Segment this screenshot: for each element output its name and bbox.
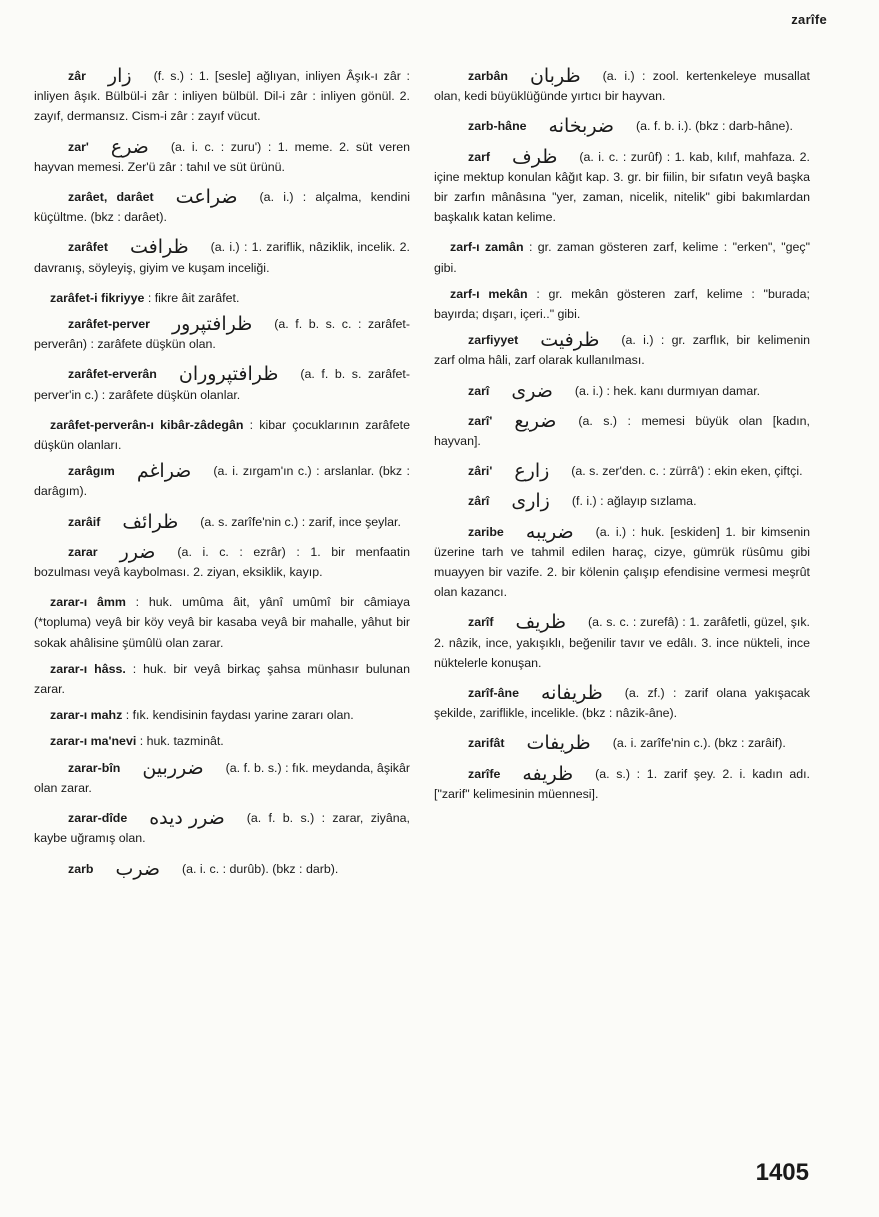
entry-definition: : gr. mekân gösteren zarf, kelime : "burada; bayırda; dışarı, içeri.." gibi. (434, 286, 810, 322)
entry-headword: zarb-hâne (468, 119, 527, 134)
entry-definition: (a. i. c. : durûb). (bkz : darb). (182, 861, 339, 876)
entry-arabic-script: ضربخانه (548, 115, 614, 138)
running-head: zarîfe (791, 12, 827, 27)
entry-definition: (a. i. c. : zuru') : 1. meme. 2. süt veren hayvan memesi. Zer'ü zâr : tahıl ve süt ürünü. (34, 139, 410, 174)
entry-headword: zarb (68, 861, 94, 876)
entry-headword: zarifât (468, 736, 505, 751)
entry-definition: (a. i. zırgam'ın c.) : arslanlar. (bkz : darâgım). (34, 464, 410, 499)
dictionary-entry (434, 733, 810, 753)
entry-arabic-script: ضرربين (142, 756, 204, 779)
entry-definition: : huk. tazminât. (139, 734, 224, 749)
dictionary-entry (34, 461, 410, 501)
entry-headword: zarîfe (468, 766, 501, 781)
entry-headword: zarâfet-erverân (68, 367, 157, 382)
dictionary-entry (34, 808, 410, 848)
entry-headword: zarar-bîn (68, 760, 121, 775)
entry-arabic-script: زار (107, 65, 132, 87)
entry-headword: zarar-ı âmm (50, 595, 126, 610)
entry-definition: (a. f. b. s. c. : zarâfet-perverân) : zarâfete düşkün olan. (34, 317, 410, 352)
entry-definition: (a. f. b. s.) : fık. meydanda, âşikâr olan zarar. (34, 760, 410, 795)
dictionary-entry (434, 491, 810, 511)
entry-headword: zarf (468, 149, 491, 164)
entry-definition: : fık. kendisinin faydası yarine zararı olan. (125, 708, 354, 723)
entry-arabic-script: ضرر دیده (149, 807, 225, 830)
entry-definition: : gr. zaman gösteren zarf, kelime : "erken", "geç" gibi. (434, 240, 810, 275)
entry-definition: (a. i. zarîfe'nin c.). (bkz : zarâif). (612, 736, 786, 751)
entry-headword: zarî' (468, 413, 493, 428)
entry-arabic-script: زارع (514, 460, 550, 483)
entry-headword: zarfiyyet (468, 333, 519, 348)
entry-definition: (a. s.) : 1. zarif şey. 2. i. kadın adı. ["zarif" kelimesinin müennesi]. (434, 766, 810, 801)
entry-headword: zarâfet (68, 240, 108, 255)
entry-arabic-script: ضرع (110, 135, 149, 158)
entry-definition: (a. i. c. : ezrâr) : 1. bir menfaatin bozulması veyâ kaybolması. 2. ziyan, eksiklik, kayıp. (34, 544, 410, 580)
entry-arabic-script: ضرب (115, 857, 160, 880)
entry-definition: (f. s.) : 1. [sesle] ağlıyan, inliyen Âşık-ı zâr : inliyen âşık. Bülbül-i zâr : inliyen bülbül. Dil-i zâr : inliyen gönül. 2. zayıf, dermansız. Cism-i zâr : zayıf vücut. (34, 69, 410, 124)
dictionary-entry (434, 381, 810, 401)
entry-arabic-script: ظريفات (526, 732, 591, 755)
dictionary-entry (434, 683, 810, 723)
dictionary-subentry (34, 705, 410, 725)
dictionary-entry (34, 187, 410, 227)
entry-definition: : huk. bir veyâ birkaç şahsa münhasır bulunan zarar. (34, 661, 410, 697)
entry-arabic-script: ظربان (529, 65, 581, 87)
entry-definition: (a. i. c. : zurûf) : 1. kab, kılıf, mahfaza. 2. içine mektup konulan kâğıt kap. 3. gr. bir fiilin, bir sıfatın veyâ başka bir zarfın mânâsına "yer, zaman, nicelik, nitelik" gibi bakımlardan başkalık katan kelime. (434, 149, 810, 225)
entry-arabic-script: ضرى (511, 379, 553, 402)
dictionary-subentry (34, 288, 410, 308)
dictionary-entry (34, 758, 410, 798)
dictionary-entry (34, 137, 410, 177)
entry-headword: zar' (68, 139, 89, 154)
dictionary-entry (34, 512, 410, 532)
entry-headword: zarf-ı zamân (450, 240, 524, 255)
entry-headword: zarîf-âne (468, 686, 519, 701)
dictionary-entry (34, 859, 410, 879)
entry-definition: (a. i.) : gr. zarflık, bir kelimenin zarf olma hâli, zarf olarak kullanılması. (434, 333, 810, 368)
entry-arabic-script: ظرافت (129, 236, 189, 259)
entry-arabic-script: ظرافتپرور (171, 313, 253, 336)
entry-headword: zâr (68, 69, 86, 83)
entry-headword: zarîf (468, 615, 494, 630)
entry-arabic-script: زارى (511, 490, 550, 513)
entry-definition: (a. i.) : zool. kertenkeleye musallat olan, kedi büyüklüğünde yırtıcı bir hayvan. (434, 69, 810, 104)
dictionary-subentry (34, 592, 410, 653)
entry-arabic-script: ظريف (515, 611, 567, 634)
entry-headword: zârî (468, 494, 490, 509)
entry-arabic-script: ضراعت (175, 186, 238, 209)
entry-arabic-script: ضرر (119, 540, 156, 563)
entry-definition: (a. i.) : huk. [eskiden] 1. bir kimsenin üzerine tarh ve tahmil edilen haraç, cizye, gümrük rüsûmu gibi muayyen bir vazife. 2. bir kölenin çalışıp efendisine vermesi meşrût olan kazancı. (434, 524, 810, 600)
entry-definition: (a. s. zer'den. c. : zürrâ') : ekin eken, çiftçi. (571, 464, 803, 479)
entry-definition: (a. s.) : memesi büyük olan [kadın, hayvan]. (434, 413, 810, 449)
entry-headword: zarî (468, 383, 490, 398)
entry-definition: (a. i.) : hek. kanı durmıyan damar. (574, 383, 761, 398)
dictionary-subentry (34, 731, 410, 751)
entry-arabic-script: ضريبه (525, 520, 574, 543)
entry-definition: (a. zf.) : zarif olana yakışacak şekilde, zariflikle, incelikle. (bkz : nâzik-âne). (434, 686, 810, 721)
dictionary-entry (34, 364, 410, 404)
entry-headword: zarar-ı mahz (50, 708, 123, 723)
entry-definition: (a. s. zarîfe'nin c.) : zarif, ince şeylar. (200, 514, 401, 529)
entry-headword: zarar-ı ma'nevi (50, 734, 137, 749)
entry-headword: zarar-dîde (68, 811, 128, 826)
dictionary-entry (434, 66, 810, 106)
entry-arabic-script: ظرافتپروران (178, 363, 279, 386)
entry-definition: (a. f. b. i.). (bkz : darb-hâne). (635, 119, 793, 134)
entry-arabic-script: ظرف (512, 145, 558, 168)
dictionary-entry (434, 411, 810, 451)
page-number: 1405 (755, 1159, 809, 1186)
dictionary-entry (434, 147, 810, 228)
dictionary-entry (434, 612, 810, 673)
entry-headword: zarar (68, 544, 98, 559)
entry-definition: (a. f. b. s. zarâfet-perver'in c.) : zarâfete düşkün olanlar. (34, 367, 410, 402)
entry-arabic-script: ظرفيت (540, 329, 600, 352)
entry-headword: zarâfet-perverân-ı kibâr-zâdegân (50, 417, 244, 432)
entry-definition: (a. i.) : 1. zariflik, nâziklik, incelik. 2. davranış, söyleyiş, giyim ve kuşam inceliği. (34, 240, 410, 275)
right-column (434, 66, 810, 814)
dictionary-entry (434, 522, 810, 603)
entry-headword: zarâet, darâet (68, 190, 154, 205)
dictionary-entry (34, 66, 410, 127)
dictionary-subentry (434, 284, 810, 324)
dictionary-subentry (34, 659, 410, 699)
dictionary-entry (434, 116, 810, 136)
entry-definition: (a. s. c. : zurefâ) : 1. zarâfetli, güzel, şık. 2. nâzik, ince, yakışıklı, beğenilir tavır ve edâlı. 3. ince nükteli, ince nüktelerle konuşan. (434, 615, 810, 670)
dictionary-entry (434, 330, 810, 370)
entry-definition: (f. i.) : ağlayıp sızlama. (571, 494, 697, 509)
dictionary-entry (434, 461, 810, 481)
entry-definition: (a. f. b. s.) : zarar, ziyâna, kaybe uğramış olan. (34, 811, 410, 846)
entry-arabic-script: ظرائف (122, 510, 179, 533)
entry-definition: : kibar çocuklarının zarâfete düşkün olanları. (34, 417, 410, 453)
entry-headword: zarar-ı hâss. (50, 661, 126, 676)
entry-headword: zarf-ı mekân (450, 286, 528, 301)
dictionary-entry (434, 764, 810, 804)
entry-headword: zarâgım (68, 464, 115, 479)
dictionary-entry (34, 237, 410, 277)
entry-headword: zaribe (468, 524, 504, 539)
dictionary-entry (34, 542, 410, 582)
entry-arabic-script: ضريع (514, 409, 557, 432)
entry-definition: (a. i.) : alçalma, kendini küçültme. (bkz : darâet). (34, 190, 410, 225)
entry-headword: zarbân (468, 69, 508, 83)
entry-headword: zâri' (468, 464, 493, 479)
entry-definition: : huk. umûma âit, yânî umûmî bir câmiaya (*topluma) veyâ bir köy veyâ bir kasaba veyâ bir mahalle, yâhut bir sokak ahâlisine şümûlü olan zarar. (34, 595, 410, 650)
entry-definition: : fikre âit zarâfet. (147, 290, 240, 305)
entry-arabic-script: ظريفه (522, 762, 574, 785)
dictionary-subentry (34, 415, 410, 455)
dictionary-subentry (434, 237, 810, 277)
entry-arabic-script: ضراغم (136, 460, 192, 483)
dictionary-entry (34, 314, 410, 354)
entry-headword: zarâfet-i fikriyye (50, 290, 145, 305)
left-column (34, 66, 410, 889)
entry-headword: zarâfet-perver (68, 317, 150, 332)
entry-headword: zarâif (68, 514, 101, 529)
entry-arabic-script: ظريفانه (540, 682, 603, 705)
